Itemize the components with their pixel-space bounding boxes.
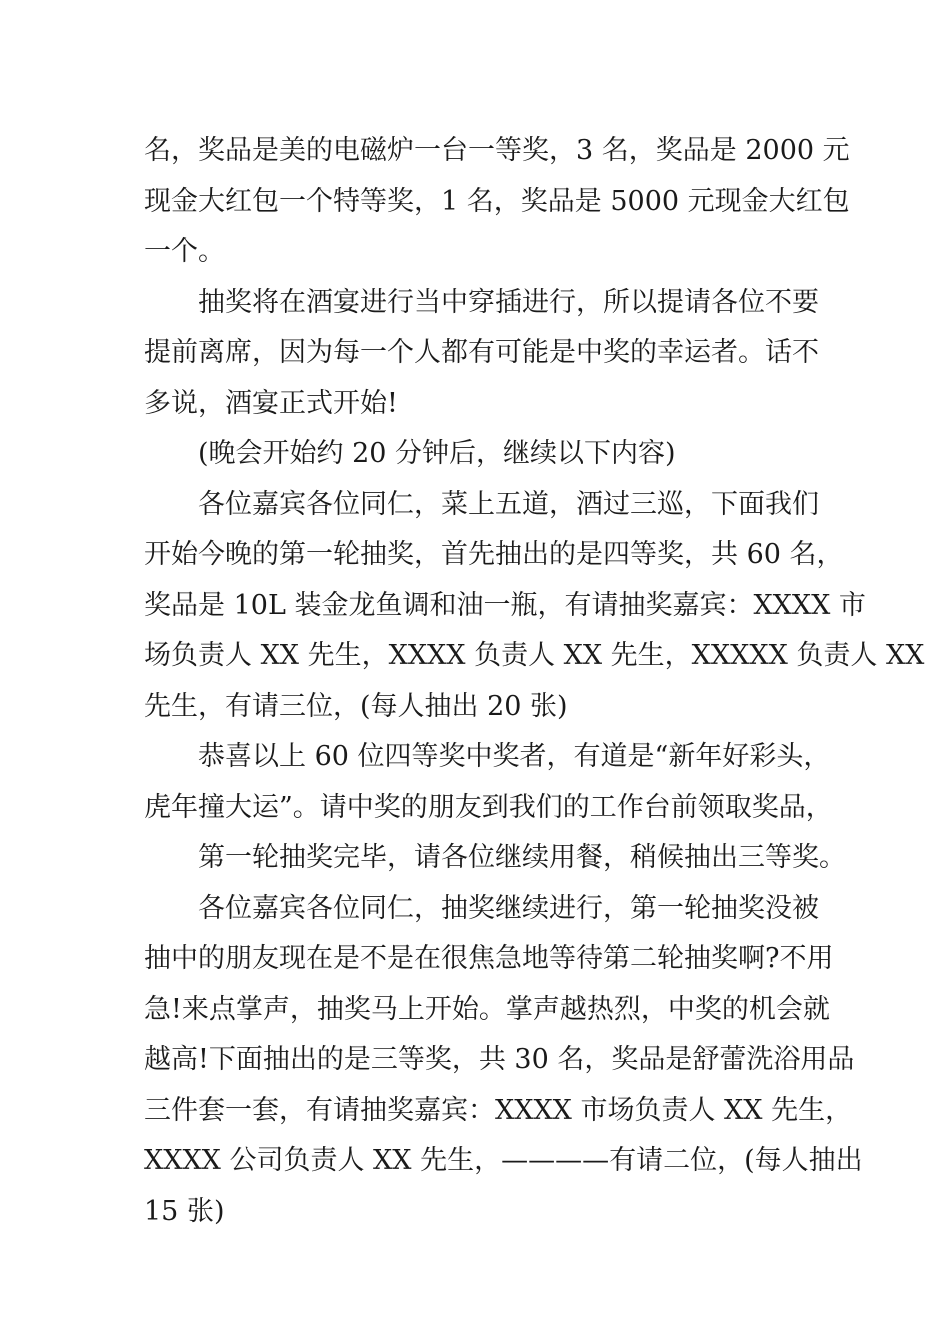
text-line: 急!来点掌声，抽奖马上开始。掌声越热烈，中奖的机会就 — [144, 993, 830, 1025]
text-line: 多说，酒宴正式开始! — [144, 387, 398, 419]
text-line: 场负责人 XX 先生，XXXX 负责人 XX 先生，XXXXX 负责人 XX — [144, 640, 925, 671]
text-line: 各位嘉宾各位同仁，抽奖继续进行，第一轮抽奖没被 — [198, 892, 819, 924]
text-line: 各位嘉宾各位同仁，菜上五道，酒过三巡，下面我们 — [198, 488, 819, 520]
text-line: 奖品是 10L 装金龙鱼调和油一瓶，有请抽奖嘉宾：XXXX 市 — [144, 589, 866, 621]
text-line: 抽中的朋友现在是不是在很焦急地等待第二轮抽奖啊?不用 — [144, 943, 834, 974]
document-body — [144, 126, 925, 1237]
text-line: 现金大红包一个特等奖，1 名，奖品是 5000 元现金大红包 — [144, 185, 850, 217]
text-line: (晚会开始约 20 分钟后，继续以下内容) — [198, 438, 676, 469]
text-line: 越高!下面抽出的是三等奖，共 30 名，奖品是舒蕾洗浴用品 — [144, 1044, 855, 1075]
text-line: 抽奖将在酒宴进行当中穿插进行，所以提请各位不要 — [198, 286, 819, 318]
text-line: 虎年撞大运”。请中奖的朋友到我们的工作台前领取奖品， — [144, 791, 833, 823]
text-line: 先生，有请三位，(每人抽出 20 张) — [144, 690, 568, 722]
text-line: XXXX 公司负责人 XX 先生，————有请二位，(每人抽出 — [144, 1145, 863, 1176]
text-line: 提前离席，因为每一个人都有可能是中奖的幸运者。话不 — [144, 337, 819, 368]
text-line: 15 张) — [144, 1195, 225, 1227]
text-line: 名，奖品是美的电磁炉一台一等奖，3 名，奖品是 2000 元 — [144, 135, 850, 166]
text-line: 三件套一套，有请抽奖嘉宾：XXXX 市场负责人 XX 先生， — [144, 1094, 853, 1126]
text-line: 一个。 — [144, 236, 225, 267]
text-line: 开始今晚的第一轮抽奖，首先抽出的是四等奖，共 60 名， — [144, 539, 844, 570]
text-line: 第一轮抽奖完毕，请各位继续用餐，稍候抽出三等奖。 — [198, 842, 846, 873]
text-line: 恭喜以上 60 位四等奖中奖者，有道是“新年好彩头， — [198, 741, 831, 772]
